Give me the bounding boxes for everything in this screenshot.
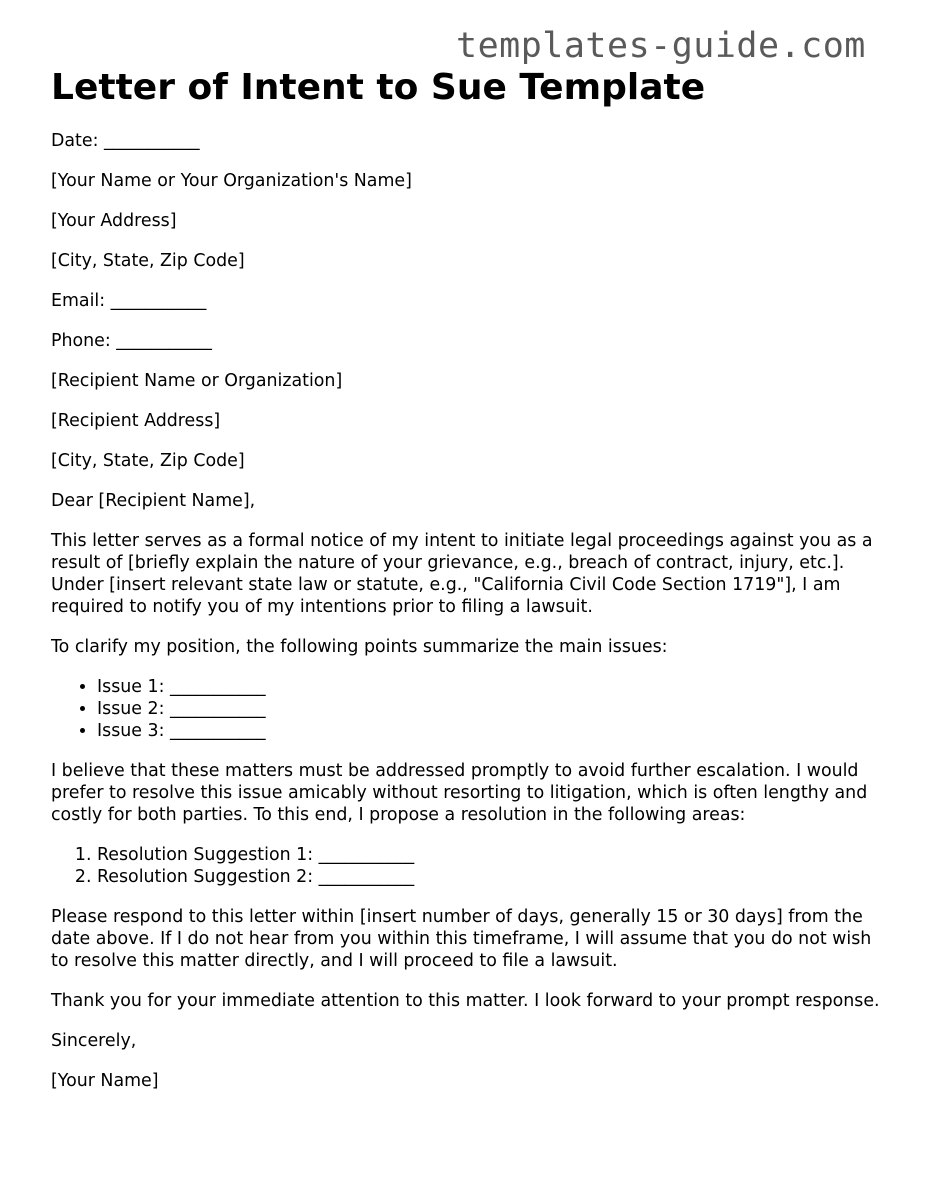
issues-list [51, 676, 891, 742]
resolution-paragraph: I believe that these matters must be addressed promptly to avoid further escalation. I would prefer to resolve this issue amicably without resorting to litigation, which is often lengthy and costly for both parties. To this end, I propose a resolution in the following areas: [51, 761, 868, 825]
list-item: 1. Resolution Suggestion 1: ___________ [97, 844, 891, 866]
salutation: Dear [Recipient Name], [51, 491, 256, 511]
list-item: 2. Resolution Suggestion 2: ___________ [97, 866, 891, 888]
watermark-text: templates-guide.com [456, 26, 866, 66]
phone-field: Phone: ___________ [51, 331, 212, 351]
list-item: • Issue 3: ___________ [97, 720, 891, 742]
issues-lead-paragraph: To clarify my position, the following points summarize the main issues: [51, 637, 668, 657]
intro-paragraph: This letter serves as a formal notice of my intent to initiate legal proceedings against you as a result of [briefly explain the nature of your grievance, e.g., breach of contract, injury, etc.]. Under [insert relevant state law or statute, e.g., "California Civil Code Section 1719"], I am required to notify you of my intentions prior to filing a lawsuit. [51, 531, 873, 617]
sender-name-field: [Your Name or Your Organization's Name] [51, 171, 412, 191]
email-field: Email: ___________ [51, 291, 207, 311]
signature-field: [Your Name] [51, 1071, 159, 1091]
sender-city-field: [City, State, Zip Code] [51, 251, 245, 271]
page-title: Letter of Intent to Sue Template [51, 67, 706, 108]
date-field: Date: ___________ [51, 131, 200, 151]
recipient-name-field: [Recipient Name or Organization] [51, 371, 343, 391]
recipient-city-field: [City, State, Zip Code] [51, 451, 245, 471]
recipient-address-field: [Recipient Address] [51, 411, 221, 431]
thanks-paragraph: Thank you for your immediate attention to this matter. I look forward to your prompt response. [51, 991, 880, 1011]
letter-document [51, 66, 891, 1110]
deadline-paragraph: Please respond to this letter within [insert number of days, generally 15 or 30 days] from the date above. If I do not hear from you within this timeframe, I will assume that you do not wish to resolve this matter directly, and I will proceed to file a lawsuit. [51, 907, 872, 971]
resolutions-list [51, 844, 891, 888]
list-item: • Issue 2: ___________ [97, 698, 891, 720]
list-item: • Issue 1: ___________ [97, 676, 891, 698]
sender-address-field: [Your Address] [51, 211, 177, 231]
closing: Sincerely, [51, 1031, 137, 1051]
